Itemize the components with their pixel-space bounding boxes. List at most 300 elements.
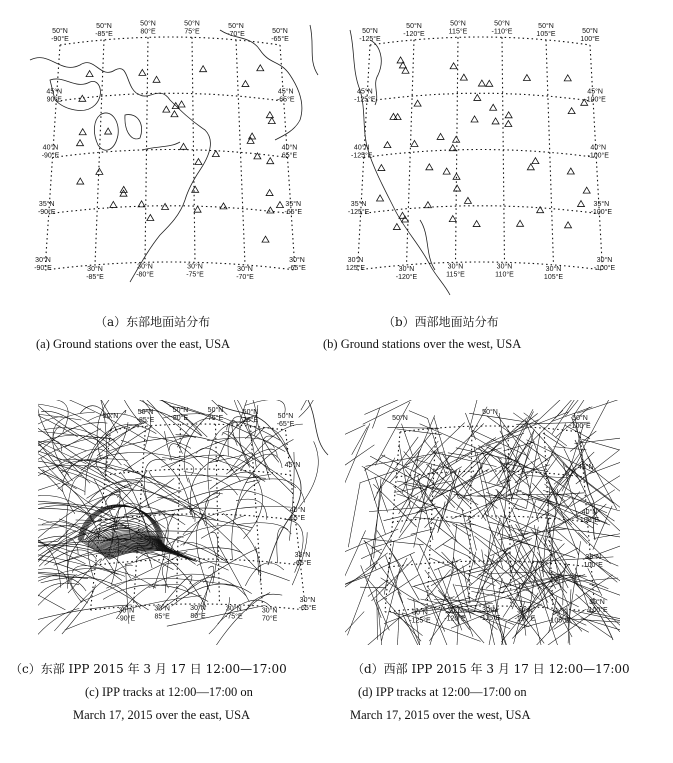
ground-station-a-30 [267,158,274,164]
label-left-a-0-line1: 90°E [46,96,62,104]
ipp-track-c-63 [209,452,252,463]
label-bottom-c-4-line1: 70°E [262,615,278,623]
ipp-track-d-362 [361,538,423,545]
ipp-track-d-377 [557,493,584,495]
ground-station-a-15 [79,129,86,135]
label-top-b-0-line0: 50°N [362,28,378,35]
label-left-b-1-line0: 40°N [353,144,370,152]
ipp-track-d-29 [345,425,365,437]
label-right-c-1-line0: 40°N [289,507,306,514]
ipp-track-c-113 [106,400,205,417]
ground-station-b-22 [564,75,571,81]
ground-station-b-18 [449,216,456,222]
label-top-b-5-line1: 100°E [580,36,600,43]
ipp-track-d-160 [352,427,368,455]
ipp-track-d-372 [381,578,429,608]
ipp-track-d-356 [345,575,371,585]
label-right-c-3-line0: 30°N [299,597,316,604]
caption-b-en: (b) Ground stations over the west, USA [323,337,522,351]
ipp-track-d-169 [571,573,608,589]
ipp-track-d-352 [347,563,374,635]
ipp-track-d-271 [370,487,382,566]
label-bottom-a-1-line0: 30°N [137,263,153,271]
ground-station-a-26 [200,66,207,72]
ipp-track-d-353 [446,495,464,511]
ipp-track-c-220 [167,605,266,626]
ipp-track-d-263 [390,550,419,600]
ipp-track-d-140 [438,502,445,532]
ground-station-b-3 [453,173,460,179]
label-top-b-4-line0: 50°N [538,22,554,30]
caption-d-zh: （d）西部 IPP 2015 年 3 月 17 日 12:00—17:00 [352,662,630,676]
ipp-track-d-415 [534,400,568,425]
ipp-track-d-192 [431,472,453,501]
ipp-track-d-404 [425,570,451,601]
label-bottom-d-2-line0: 30°N [482,607,498,614]
label-bottom-d-3-line0: 30°N [517,607,533,615]
ipp-track-c-99 [232,482,260,561]
ipp-track-d-319 [588,568,602,596]
label-top-d-1: 50°N [482,409,498,416]
label-right-b-3-line1: -100°E [593,265,616,272]
ipp-track-d-270 [377,437,419,494]
ground-station-a-7 [194,206,201,212]
label-top-b-3-line0: 50°N [494,20,510,28]
map-b-svg [330,20,630,300]
label-top-b-0-line1: -125°E [359,36,381,43]
ground-station-a-1 [139,69,146,75]
label-top-a-5-line1: -65°E [271,36,289,43]
label-left-b-3-line0: 30°N [347,257,364,264]
ipp-track-c-7 [218,545,249,602]
map-panel-b-west-stations [330,20,630,300]
ipp-track-c-86 [141,552,206,607]
ground-station-a-22 [110,201,117,207]
ground-station-a-19 [257,65,264,71]
latitude-line-a-3 [49,206,291,214]
ipp-track-d-166 [443,544,468,555]
ipp-track-d-365 [381,455,434,482]
label-right-b-0-line1: -100°E [584,96,606,104]
ground-station-a-36 [86,71,93,77]
ipp-track-d-405 [362,466,432,507]
latitude-line-a-0 [60,37,280,45]
ground-station-b-45 [537,207,544,213]
ground-station-a-23 [266,190,273,196]
ipp-track-d-414 [417,423,465,469]
caption-b-zh: （b）西部地面站分布 [383,315,499,329]
label-bottom-a-1-line1: -80°E [136,271,154,279]
label-top-c-2-line1: 80°E [172,415,189,423]
ground-station-a-32 [247,137,254,143]
ipp-track-c-224 [38,400,147,441]
longitude-line-d-0 [385,432,400,612]
ipp-track-d-256 [457,457,486,510]
label-right-b-3-line0: 30°N [596,257,613,264]
ipp-track-d-245 [417,538,458,570]
lake-huron [125,115,142,139]
ground-station-b-23 [443,168,450,174]
ipp-track-d-130 [434,417,458,498]
caption-a-en: (a) Ground stations over the east, USA [36,337,231,351]
ground-station-a-8 [153,76,160,82]
ipp-track-c-105 [210,472,261,489]
ground-station-b-41 [473,221,480,227]
ipp-track-d-409 [372,560,413,601]
ipp-track-d-199 [372,408,379,428]
ground-station-b-19 [532,158,539,164]
label-right-a-2-line0: 35°N [285,200,302,208]
ipp-track-c-217 [38,571,76,575]
label-bottom-d-0-line1: -125°E [409,617,431,625]
ground-station-a-28 [147,214,154,220]
label-left-a-0-line0: 45°N [46,88,63,96]
label-left-a-2-line0: 35°N [38,200,55,208]
label-top-c-1-line0: 50°N [137,409,154,417]
ipp-track-d-238 [345,530,366,598]
ground-station-b-20 [411,140,418,146]
ground-station-a-0 [77,140,84,146]
ipp-track-d-66 [399,472,449,539]
ground-station-b-0 [377,195,384,201]
ground-station-a-3 [180,143,187,149]
ipp-track-d-174 [402,424,413,456]
gulf-california [420,220,435,270]
ipp-track-d-51 [515,508,557,517]
label-bottom-b-2-line0: 30°N [496,263,513,271]
ipp-track-d-304 [345,445,374,480]
ipp-track-c-232 [38,508,86,535]
label-top-a-0-line1: -90°E [51,36,69,43]
ground-station-b-1 [568,108,575,114]
label-left-b-2-line1: -125°E [347,208,370,216]
ipp-track-d-399 [556,577,569,606]
ipp-track-c-177 [277,527,291,563]
ground-station-a-37 [242,81,249,87]
ipp-track-d-407 [489,527,518,575]
ground-station-b-44 [583,187,590,193]
ipp-track-c-164 [172,584,252,606]
ground-station-b-10 [399,212,406,218]
label-right-d-3-line1: -100°E [586,607,608,614]
label-top-a-4-line0: 50°N [228,22,244,30]
label-bottom-d-0-line0: 30°N [412,609,428,617]
label-left-a-3-line1: -90°E [34,265,52,272]
ipp-track-d-260 [575,578,619,582]
ipp-track-d-221 [376,599,390,630]
ipp-track-d-65 [431,423,483,474]
label-top-a-1-line1: -85°E [95,30,113,38]
label-bottom-a-3-line1: -70°E [236,273,254,281]
label-top-d-2-line1: -100°E [569,423,591,430]
label-right-b-1-line0: 40°N [590,144,607,152]
ground-station-a-29 [77,178,84,184]
ipp-track-d-396 [386,555,403,603]
ground-station-a-34 [162,203,169,209]
label-bottom-d-1-line0: 30°N [447,607,463,615]
caption-c-en-line1: (c) IPP tracks at 12:00—17:00 on [85,685,253,699]
ipp-track-d-240 [574,400,619,415]
label-top-d-2-line0: 50°N [572,415,588,422]
label-top-c-3-line0: 50°N [207,407,224,415]
ipp-track-c-145 [301,400,313,410]
label-bottom-a-3-line0: 30°N [237,265,253,273]
ground-station-a-4 [171,111,178,117]
coastline-maritime [310,25,318,75]
ipp-track-c-188 [135,476,266,479]
ground-station-b-34 [478,80,485,86]
ipp-track-d-191 [497,500,518,536]
ipp-track-d-114 [432,522,487,566]
ground-station-b-37 [453,136,460,142]
label-left-b-2-line0: 35°N [350,200,367,208]
ipp-track-d-41 [487,420,538,444]
ipp-track-d-96 [543,433,566,448]
ground-station-b-30 [426,164,433,170]
label-top-c-2-line0: 50°N [172,407,189,415]
caption-c-zh: （c）东部 IPP 2015 年 3 月 17 日 12:00—17:00 [10,662,287,676]
ipp-track-c-205 [223,433,294,495]
ipp-track-c-198 [87,479,145,498]
label-left-b-3-line1: 125°E [345,265,366,272]
ground-station-b-2 [471,116,478,122]
ground-station-a-18 [268,118,275,124]
coastline-d-se [590,600,613,640]
ground-station-a-17 [96,168,103,174]
ground-station-b-15 [460,74,467,80]
ipp-track-c-56 [222,431,250,464]
ipp-track-c-144 [245,563,284,586]
label-bottom-b-2-line1: 110°E [495,271,514,279]
ground-station-a-21 [266,112,273,118]
ipp-track-d-277 [360,587,386,588]
label-top-a-0-line0: 50°N [52,28,68,35]
ipp-track-d-370 [442,445,491,493]
caption-a-zh: （a）东部地面站分布 [95,315,211,329]
label-bottom-c-1-line0: 30°N [154,605,170,613]
label-bottom-d-3-line1: -110°E [514,615,536,623]
label-left-a-1-line0: 40°N [42,144,59,152]
longitude-line-c-3 [216,424,220,604]
label-bottom-d-4-line0: 30°N [552,609,568,617]
label-bottom-d-1-line1: -120°E [444,615,466,623]
label-top-b-2-line1: 115°E [448,28,468,36]
ground-station-b-38 [437,133,444,139]
label-bottom-b-0-line0: 30°N [398,265,415,273]
ground-station-a-14 [192,186,199,192]
label-bottom-a-2-line1: -75°E [186,271,204,279]
label-right-c-3-line1: -65°E [298,605,317,612]
label-right-d-2-line1: 100°E [583,562,603,569]
ipp-track-d-354 [382,568,400,640]
ipp-track-d-203 [409,411,428,419]
label-right-c-0: 45°N [284,462,301,469]
map-panel-c-east-ipp-tracks [38,400,338,645]
ground-station-b-42 [414,100,421,106]
label-top-c-5-line0: 50°N [277,413,294,420]
label-top-c-4-line0: 50°N [242,409,259,417]
label-right-a-1-line1: 65°E [281,152,298,160]
ground-station-a-25 [163,106,170,112]
ipp-track-c-64 [43,470,85,492]
label-top-b-2-line0: 50°N [450,20,466,28]
label-top-a-4-line1: -70°E [227,30,245,38]
ground-station-a-31 [212,151,219,157]
map-a-svg [20,20,320,300]
label-right-b-1-line1: -100°E [587,152,609,160]
label-top-a-3-line1: 75°E [184,28,200,36]
label-right-d-0: 45°N [577,464,594,471]
label-bottom-a-0-line0: 30°N [87,265,103,273]
label-top-a-3-line0: 50°N [184,20,200,28]
label-right-b-2-line1: -100°E [590,208,613,216]
latitude-line-a-2 [53,150,288,158]
ground-station-a-10 [195,159,202,165]
ground-station-a-27 [267,207,274,213]
label-bottom-c-3-line0: 30°N [226,605,242,613]
ipp-track-c-195 [245,479,304,502]
ipp-track-d-0 [348,483,360,547]
label-bottom-c-0-line0: 30°N [118,607,135,615]
label-bottom-c-2-line1: 80°E [190,613,206,620]
label-right-d-2-line0: 35°N [585,554,602,561]
label-top-a-5-line0: 50°N [272,28,288,35]
label-bottom-c-4-line0: 30°N [261,607,278,615]
ground-station-a-2 [249,133,256,139]
ground-station-b-33 [527,164,534,170]
label-top-a-1-line0: 50°N [96,22,112,30]
ground-station-b-36 [384,142,391,148]
ground-station-a-24 [276,202,283,208]
map-panel-a-east-stations [20,20,320,300]
ground-station-b-35 [486,80,493,86]
ipp-track-d-94 [377,590,378,640]
coastline-puget [370,40,381,105]
label-right-d-1-line1: 100°E [579,517,600,524]
label-right-a-2-line1: -65°E [284,208,303,216]
caption-d-en-line1: (d) IPP tracks at 12:00—17:00 on [358,685,527,699]
label-top-a-2-line1: 80°E [140,28,156,36]
label-top-d-0: 50°N [392,415,408,422]
ipp-track-d-156 [481,481,507,488]
label-right-a-3-line0: 30°N [289,257,305,264]
label-bottom-b-1-line0: 30°N [447,263,464,271]
ipp-track-c-142 [177,418,214,447]
label-bottom-d-2-line1: -115°E [479,615,501,622]
ipp-track-c-87 [229,427,264,471]
label-bottom-b-1-line1: 115°E [446,271,465,279]
label-right-c-2-line1: -65°E [293,560,312,567]
label-top-c-3-line1: 75°E [207,415,224,423]
label-top-a-2-line0: 50°N [140,20,156,28]
longitude-line-c-4 [251,426,263,606]
map-c-svg [38,400,338,645]
ipp-track-c-65 [38,569,68,589]
label-right-b-0-line0: 45°N [587,88,603,96]
ipp-track-c-121 [299,400,316,417]
label-left-b-1-line1: -125°E [351,152,373,160]
ground-station-b-13 [517,220,524,226]
ground-station-b-21 [578,201,585,207]
ground-station-a-20 [220,203,227,209]
ground-station-b-4 [523,75,530,81]
label-bottom-c-3-line1: -75°E [225,613,243,621]
latitude-line-b-4 [358,262,603,270]
ipp-track-d-162 [553,447,586,450]
label-top-c-0: 50°N [102,413,119,420]
map-d-svg [345,400,620,645]
ground-station-b-26 [565,222,572,228]
label-bottom-c-2-line0: 30°N [190,605,206,612]
label-top-b-1-line1: -120°E [403,30,425,38]
label-right-c-2-line0: 35°N [294,552,311,559]
label-left-a-2-line1: -90°E [37,208,56,216]
label-bottom-d-4-line1: 105°E [550,617,570,625]
ipp-track-d-43 [551,593,579,607]
ipp-track-c-182 [38,568,156,588]
ipp-track-d-74 [425,487,446,491]
ipp-track-d-98 [477,452,497,519]
label-left-a-1-line1: -90°E [41,152,60,160]
ground-station-b-11 [393,224,400,230]
label-top-b-5-line0: 50°N [582,28,598,35]
ipp-track-d-369 [474,447,489,516]
ipp-track-d-11 [553,527,620,538]
ground-station-b-24 [567,168,574,174]
label-top-c-4-line1: 70°E [242,417,259,425]
ipp-track-c-33 [38,421,126,488]
ipp-track-c-201 [190,455,224,519]
ipp-track-d-342 [468,552,476,583]
label-bottom-b-3-line1: 105°E [543,273,564,281]
ground-station-b-29 [454,185,461,191]
ground-station-b-27 [464,197,471,203]
ipp-track-d-119 [371,534,416,548]
ipp-track-d-297 [529,425,581,482]
label-bottom-a-2-line0: 30°N [187,263,203,271]
ipp-track-d-308 [502,537,576,558]
label-left-b-0-line0: 45°N [357,88,373,96]
ground-station-b-32 [505,112,512,118]
ipp-track-d-24 [468,517,476,551]
latitude-line-b-2 [364,150,597,158]
latitude-line-a-4 [45,262,295,270]
ipp-track-d-337 [377,530,402,567]
label-left-a-3-line0: 30°N [35,257,51,264]
ground-station-b-40 [378,165,385,171]
ground-station-a-35 [178,101,185,107]
label-right-c-1-line1: 65°E [289,515,306,522]
label-right-a-3-line1: -65°E [288,265,306,272]
ground-station-b-43 [450,63,457,69]
ipp-track-d-83 [577,400,620,413]
label-top-c-1-line1: -85°E [136,417,155,425]
ground-station-a-33 [262,236,269,242]
coastline-d [575,440,595,540]
lake-erie [142,142,180,150]
ground-station-b-7 [492,118,499,124]
ipp-track-d-280 [529,498,557,506]
ipp-track-c-227 [161,525,250,548]
map-panel-d-west-ipp-tracks [345,400,620,645]
ipp-track-d-244 [548,447,567,468]
label-right-a-0-line1: -65°E [276,96,295,104]
ipp-track-d-209 [419,463,441,502]
ground-station-b-16 [505,121,512,127]
ipp-track-d-216 [501,516,542,532]
ipp-track-d-87 [368,580,388,597]
ipp-track-c-48 [38,483,60,537]
